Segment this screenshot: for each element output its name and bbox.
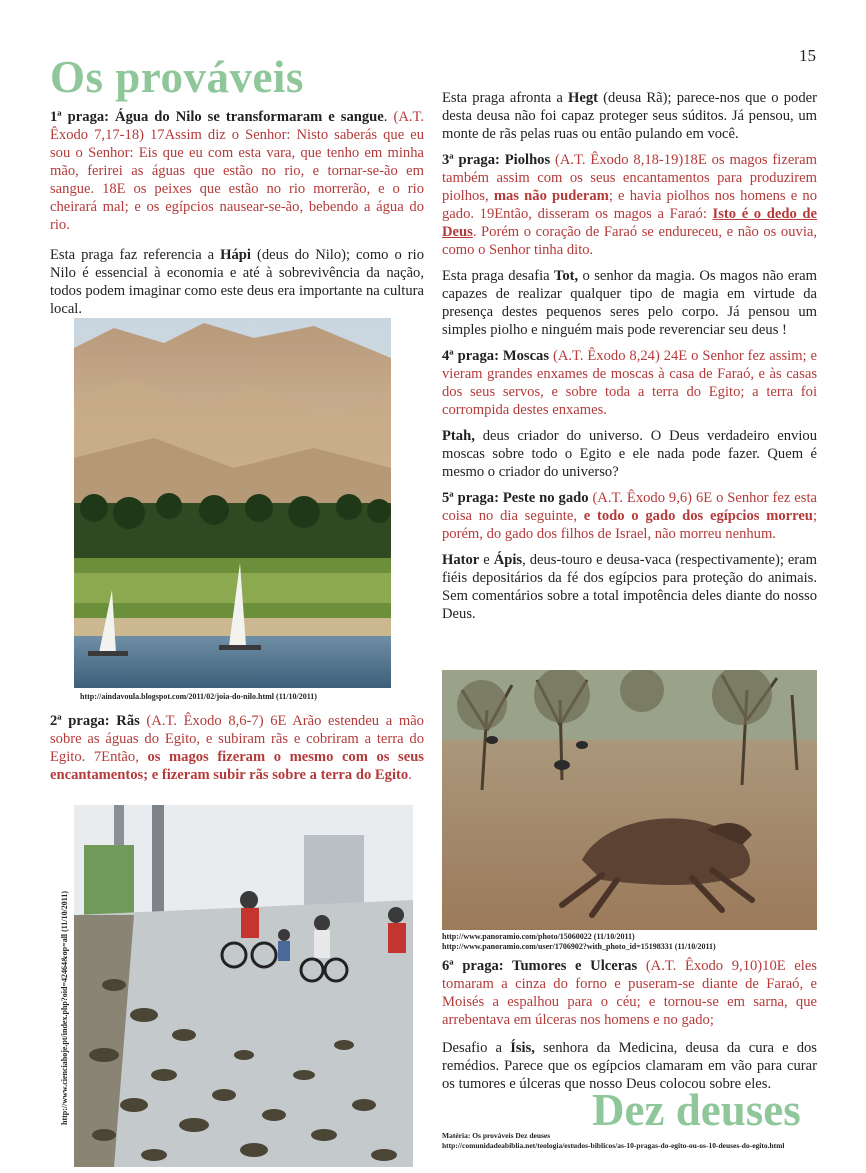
plague-5-paragraph: 5ª praga: Peste no gado (A.T. Êxodo 9,6) 6E o Senhor fez esta coisa no dia seguinte, e todo o gado dos egípcios morreu; porém, do gado dos filhos de Israel, não morreu nenhum. [442, 490, 817, 542]
plague-3-paragraph: 3ª praga: Piolhos (A.T. Êxodo 8,18-19)18E os magos fizeram também assim com os seus encantamentos para produzirem piolhos, mas não puderam; e havia piolhos nos homens e no gado. 19Então, disseram os magos a Faraó: Isto é o dedo de Deus. Porém o coração de Faraó se endureceu, e não os ouvia, como o Senhor tinha dito. [442, 152, 817, 258]
left-column [50, 108, 424, 318]
hator-apis-paragraph: Hator e Ápis, deus-touro e deusa-vaca (respectivamente); eram fiéis depositários da fé dos egípcios para proteção do animais. Sem comentários sobre a total impotência deles diante do nosso Deus. [442, 552, 817, 622]
plague-6-heading: 6ª praga: Tumores e Ulceras [442, 958, 638, 974]
nile-photo-caption: http://aindavoula.blogspot.com/2011/02/joia-do-nilo.html (11/10/2011) [80, 692, 317, 701]
ptah-paragraph: Ptah, deus criador do universo. O Deus verdadeiro enviou moscas sobre todo o Egito e ele nada pode fazer. Quem é mesmo o criador do universo? [442, 428, 817, 480]
right-column [442, 89, 817, 623]
frogs-photo [74, 805, 413, 1167]
nile-photo [74, 318, 391, 688]
plague-4-paragraph: 4ª praga: Moscas (A.T. Êxodo 8,24) 24E o Senhor fez assim; e vieram grandes enxames de moscas à casa de Faraó, e às casas dos seus servos, e sobre toda a terra do Egito; a terra foi corrompida destes enxames. [442, 348, 817, 418]
god-tot: Tot, [553, 268, 579, 284]
plague-6-paragraph: 6ª praga: Tumores e Ulceras (A.T. Êxodo 9,10)10E eles tomaram a cinza do forno e puseram-se diante de Faraó, e Moisés a espalhou para o céu; e tornou-se em sarna, que arrebentava em úlceras nos homens e no gado; [442, 958, 817, 1028]
god-ptah: Ptah, [442, 428, 475, 444]
god-isis: Ísis, [510, 1040, 535, 1056]
god-hegt: Hegt [568, 90, 598, 106]
god-hator: Hator [442, 552, 480, 568]
bottom-title: Dez deuses [592, 1085, 801, 1135]
tot-paragraph: Esta praga desafia Tot, o senhor da magia. Os magos não eram capazes de realizar qualquer tipo de magia em virtude da presença destes pequenos seres pelo corpo. Já pensou um simples piolho e ninguém mais pode reverenciar seu deus ! [442, 268, 818, 338]
plague-1-paragraph: 1ª praga: Água do Nilo se transformaram e sangue. (A.T. Êxodo 7,17-18) 17Assim diz o Senhor: Nisto saberás que eu sou o Senhor: Eis que eu com esta vara, que tenho em minha mão, ferirei as águas que estão no rio, e tornar-se-ão em sangue. 18E os peixes que estão no rio morrerão, e o rio cheirará mal; e os egípcios nausear-se-ão, bebendo a água do rio. [50, 109, 424, 233]
dead-cattle-caption-2: http://www.panoramio.com/user/1706902?with_photo_id=15198331 (11/10/2011) [442, 942, 716, 951]
page-title: Os prováveis [50, 52, 304, 102]
isis-paragraph: Desafio a Ísis, senhora da Medicina, deusa da cura e dos remédios. Parece que os egípcios clamaram em vão para curar os tumores e úlceras que nosso Deus colocou sobre eles. [442, 1040, 817, 1092]
right-column-bottom [442, 957, 817, 1093]
plague-2-paragraph: 2ª praga: Rãs (A.T. Êxodo 8,6-7) 6E Arão estendeu a mão sobre as águas do Egito, e subiram rãs e cobriram a terra do Egito. 7Então, os magos fizeram o mesmo com os seus encantamentos; e fizeram subir rãs sobre a terra do Egito. [50, 713, 424, 783]
plague-2-heading: 2ª praga: Rãs [50, 713, 140, 729]
hapi-paragraph: Esta praga faz referencia a Hápi (deus do Nilo); como o rio Nilo é essencial à economia e até à sobrevivência da nação, todos podem imaginar como este deus era importante na cultura local. [50, 247, 424, 317]
god-hapi: Hápi [220, 247, 251, 263]
plague-5-heading: 5ª praga: Peste no gado [442, 490, 589, 506]
plague-4-heading: 4ª praga: Moscas [442, 348, 550, 364]
frogs-photo-caption: http://www.cienciahoje.pt/index.php?oid=42464&op=all (11/10/2011) [60, 890, 69, 1125]
footer-source-url: http://comunidadeabiblia.net/teologia/estudos-biblicos/as-10-pragas-do-egito-ou-os-10-deuses-do-egito.html [442, 1141, 785, 1150]
plague-3-heading: 3ª praga: Piolhos [442, 152, 551, 168]
page-number: 15 [799, 46, 816, 65]
dead-cattle-photo [442, 670, 817, 930]
footer-source-title: Matéria: Os prováveis Dez deuses [442, 1131, 551, 1140]
plague-1-scripture: (A.T. Êxodo 7,17-18) 17Assim diz o Senhor: Nisto saberás que eu sou o Senhor: Eis que eu com esta vara, que tenho em minha mão, ferirei as águas que estão no rio, e tornar-se-ão em sangue. 18E os peixes que estão no rio morrerão, e o rio cheirará mal; e os egípcios nausear-se-ão, bebendo a água do rio. [50, 109, 424, 233]
plague-1-heading: 1ª praga: Água do Nilo se transformaram e sangue [50, 109, 384, 125]
god-apis: Ápis [493, 552, 523, 568]
dead-cattle-caption-1: http://www.panoramio.com/photo/15060022 (11/10/2011) [442, 932, 635, 941]
hegt-paragraph: Esta praga afronta a Hegt (deusa Rã); parece-nos que o poder desta deusa não foi capaz proteger seus súditos. Já pensou, um monte de rãs pelas ruas ou então pulando em você. [442, 90, 817, 142]
